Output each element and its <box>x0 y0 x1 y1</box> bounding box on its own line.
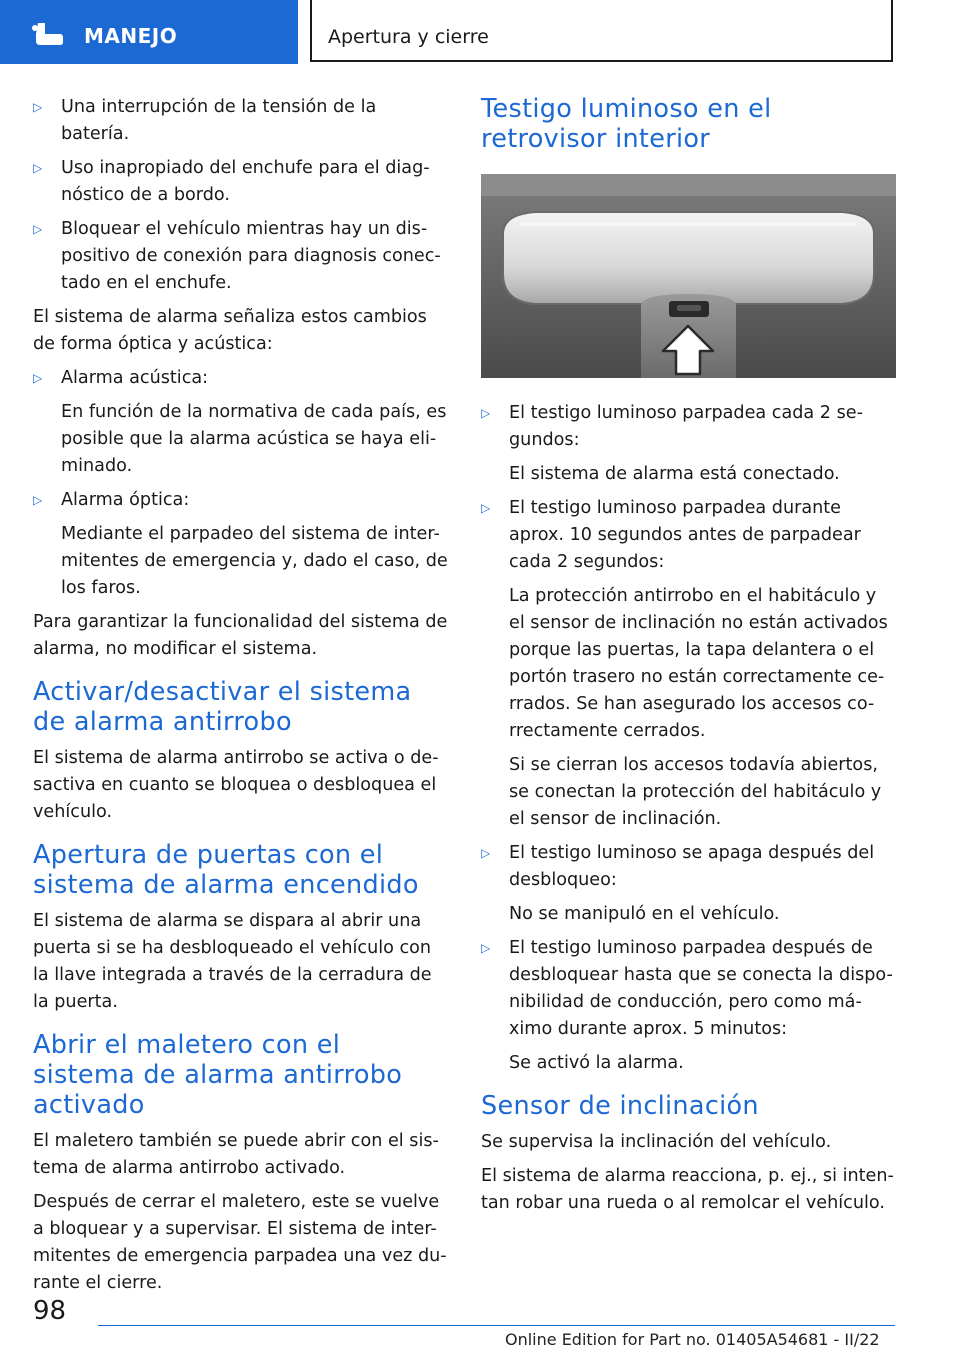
list-item: ▷ Bloquear el vehículo mientras hay un dis-positivo de conexión para diagnosis conec-tado en el enchufe. <box>33 216 448 297</box>
car-driving-icon <box>30 20 66 48</box>
paragraph: El sistema de alarma señaliza estos cambios de forma óptica y acústica: <box>33 307 427 354</box>
triangle-bullet-icon: ▷ <box>33 161 43 175</box>
heading-doors: Apertura de puertas con el sistema de alarma encendido <box>33 840 419 900</box>
list-item: ▷ El testigo luminoso parpadea cada 2 se-gundos: El sistema de alarma está conectado. <box>481 400 896 488</box>
triangle-bullet-icon: ▷ <box>481 406 491 420</box>
paragraph: El sistema de alarma antirrobo se activa o de-sactiva en cuanto se bloquea o desbloquea el vehículo. <box>33 748 439 822</box>
list-item: ▷ Alarma acústica: En función de la normativa de cada país, es posible que la alarma acústica se haya eli-minado. <box>33 365 448 480</box>
list-item: ▷ El testigo luminoso se apaga después del desbloqueo: No se manipuló en el vehículo. <box>481 840 896 928</box>
paragraph: Para garantizar la funcionalidad del sistema de alarma, no modificar el sistema. <box>33 612 448 659</box>
paragraph: Se supervisa la inclinación del vehículo. <box>481 1132 832 1152</box>
triangle-bullet-icon: ▷ <box>481 501 491 515</box>
triangle-bullet-icon: ▷ <box>33 100 43 114</box>
list-item: ▷ Uso inapropiado del enchufe para el diag-nóstico de a bordo. <box>33 155 448 209</box>
section-title: Apertura y cierre <box>328 26 489 48</box>
triangle-bullet-icon: ▷ <box>33 493 43 507</box>
triangle-bullet-icon: ▷ <box>33 222 43 236</box>
list-item: ▷ Alarma óptica: Mediante el parpadeo del sistema de inter-mitentes de emergencia y, dado el caso, de los faros. <box>33 487 448 602</box>
chapter-label: MANEJO <box>84 24 178 48</box>
page-number: 98 <box>33 1296 67 1326</box>
rearview-mirror-illustration <box>481 174 896 378</box>
triangle-bullet-icon: ▷ <box>33 371 43 385</box>
paragraph: El sistema de alarma se dispara al abrir una puerta si se ha desbloqueado el vehículo con la llave integrada a través de la cerradura de la puerta. <box>33 911 432 1012</box>
left-column <box>33 94 448 1304</box>
heading-trunk: Abrir el maletero con el sistema de alarma antirrobo activado <box>33 1030 403 1120</box>
heading-tilt: Sensor de inclinación <box>481 1091 759 1121</box>
list-item: ▷ Una interrupción de la tensión de la batería. <box>33 94 448 148</box>
list-item: ▷ El testigo luminoso parpadea después de desbloquear hasta que se conecta la dispo-nibilidad de conducción, pero como má-ximo durante aprox. 5 minutos: Se activó la alarma. <box>481 935 896 1077</box>
footer-edition: Online Edition for Part no. 01405A54681 - II/22 <box>505 1330 880 1349</box>
paragraph: Después de cerrar el maletero, este se vuelve a bloquear y a supervisar. El sistema de inter-mitentes de emergencia parpadea una vez du-rante el cierre. <box>33 1192 447 1293</box>
triangle-bullet-icon: ▷ <box>481 941 491 955</box>
paragraph: El maletero también se puede abrir con el sis-tema de alarma antirrobo activado. <box>33 1131 439 1178</box>
heading-indicator: Testigo luminoso en el retrovisor interior <box>481 94 772 154</box>
triangle-bullet-icon: ▷ <box>481 846 491 860</box>
chapter-tab <box>0 0 298 64</box>
heading-activate: Activar/desactivar el sistema de alarma antirrobo <box>33 677 412 737</box>
paragraph: El sistema de alarma reacciona, p. ej., si inten-tan robar una rueda o al remolcar el vehículo. <box>481 1166 894 1213</box>
footer-divider <box>98 1325 895 1326</box>
list-item: ▷ El testigo luminoso parpadea durante aprox. 10 segundos antes de parpadear cada 2 segundos: La protección antirrobo en el habitáculo y el sensor de inclinación no están activados porque las puertas, la tapa delantera o el portón trasero no están correctamente ce-rrados. Se han asegurado los accesos co-rrectamente cerrados. Si se cierran los accesos todavía abiertos, se conectan la protección del habitáculo y el sensor de inclinación. <box>481 495 896 833</box>
section-header <box>310 0 893 62</box>
right-column <box>481 94 896 1224</box>
